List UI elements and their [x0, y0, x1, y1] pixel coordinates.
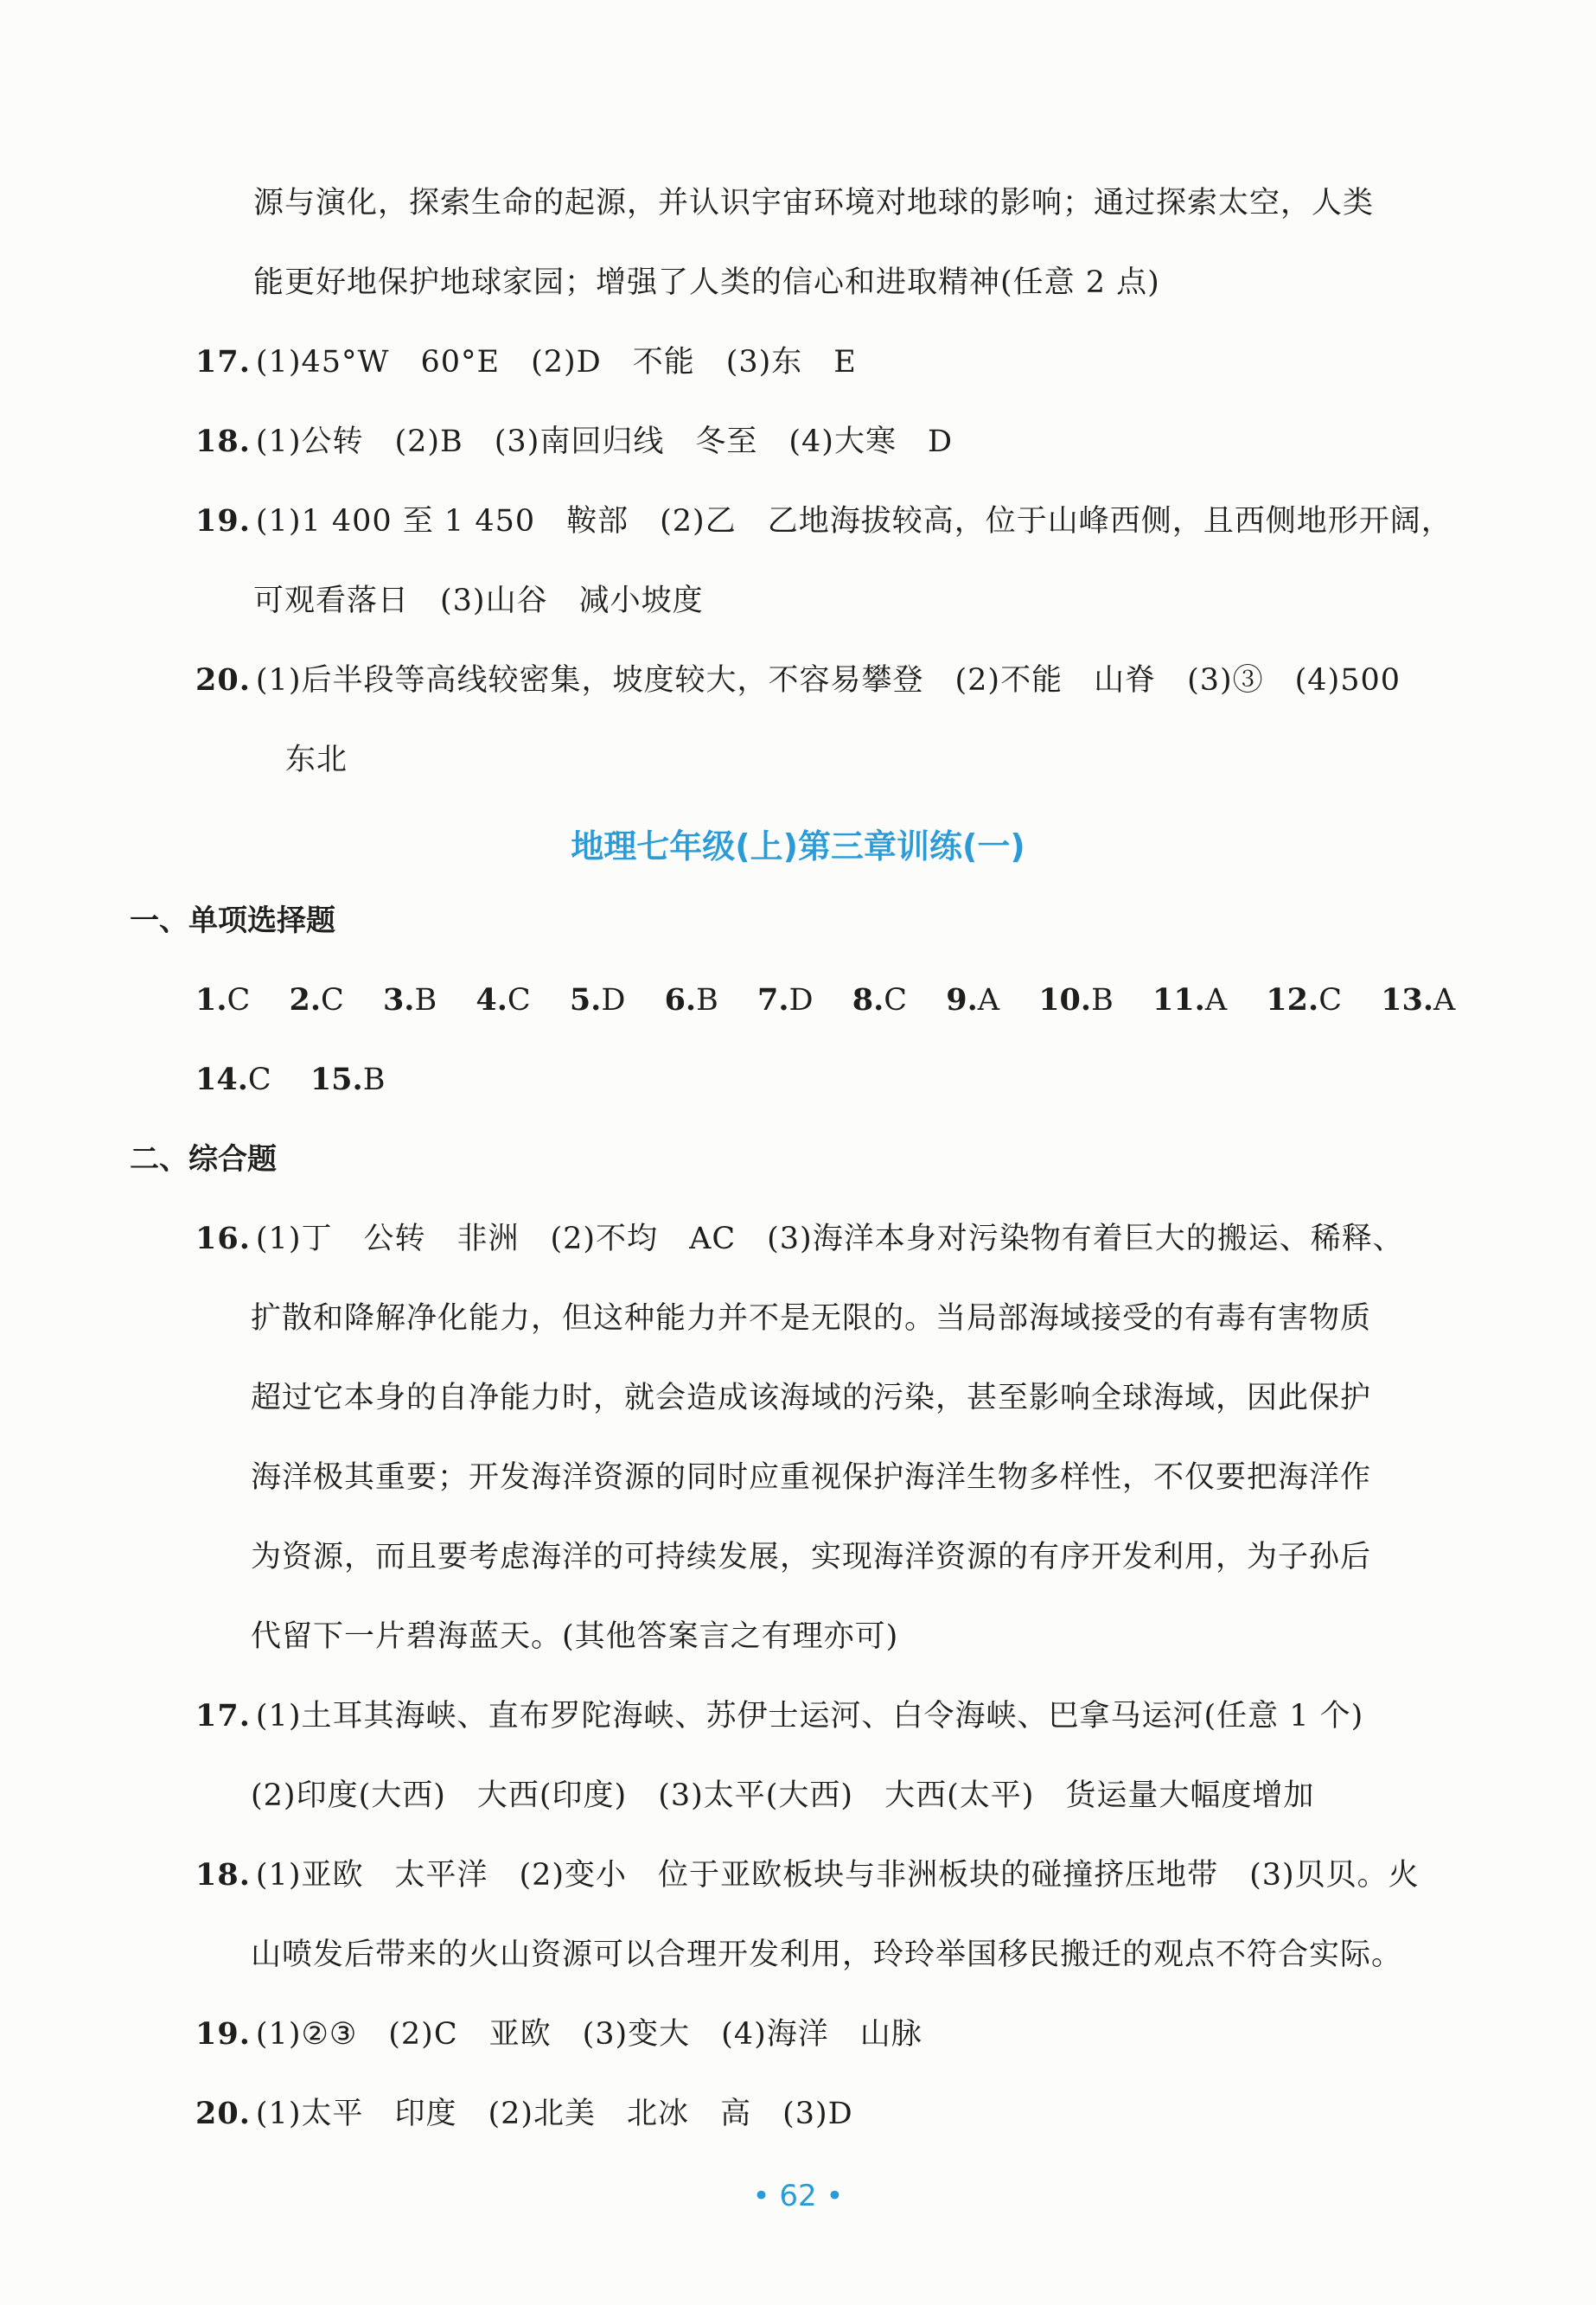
question-number: 20. — [195, 662, 251, 698]
question-number: 19. — [195, 2016, 251, 2052]
prev-question-19 — [195, 501, 1452, 541]
question-16-line-2: 扩散和降解净化能力，但这种能力并不是无限的。当局部海域接受的有毒有害物质 — [251, 1301, 1372, 1336]
question-18 — [195, 1855, 1420, 1895]
continuation-line-1: 源与演化，探索生命的起源，并认识宇宙环境对地球的影响；通过探索太空，人类 — [253, 186, 1375, 220]
question-answer: (1)土耳其海峡、直布罗陀海峡、苏伊士运河、白令海峡、巴拿马运河(任意 1 个) — [255, 1699, 1364, 1734]
section-heading-comprehensive: 二、综合题 — [130, 1142, 277, 1177]
question-number: 17. — [195, 344, 251, 380]
question-number: 18. — [195, 424, 251, 459]
mc-answer: 12.C — [1266, 982, 1342, 1018]
prev-question-19-cont: 可观看落日 (3)山谷 减小坡度 — [253, 584, 704, 618]
question-answer: (1)公转 (2)B (3)南回归线 冬至 (4)大寒 D — [255, 425, 953, 459]
question-answer: (1)45°W 60°E (2)D 不能 (3)东 E — [255, 345, 857, 380]
question-number: 20. — [195, 2096, 251, 2131]
question-16-line-6: 代留下一片碧海蓝天。(其他答案言之有理亦可) — [251, 1619, 899, 1654]
question-16-line-3: 超过它本身的自净能力时，就会造成该海域的污染，甚至影响全球海域，因此保护 — [251, 1381, 1372, 1415]
question-answer: (1)丁 公转 非洲 (2)不均 AC (3)海洋本身对污染物有着巨大的搬运、稀释、 — [255, 1222, 1404, 1256]
prev-question-18 — [195, 422, 953, 462]
question-16 — [195, 1219, 1404, 1259]
question-19 — [195, 2014, 922, 2054]
question-17-line-2: (2)印度(大西) 大西(印度) (3)太平(大西) 大西(太平) 货运量大幅度增加 — [251, 1778, 1315, 1813]
page-number: • 62 • — [752, 2179, 844, 2213]
question-16-line-4: 海洋极其重要；开发海洋资源的同时应重视保护海洋生物多样性，不仅要把海洋作 — [251, 1460, 1372, 1495]
mc-answer: 10.B — [1038, 982, 1114, 1018]
mc-answer: 14.C — [195, 1062, 271, 1097]
question-16-line-5: 为资源，而且要考虑海洋的可持续发展，实现海洋资源的有序开发利用，为子孙后 — [251, 1540, 1372, 1574]
mc-answer: 9.A — [946, 982, 1000, 1018]
question-answer: (1)②③ (2)C 亚欧 (3)变大 (4)海洋 山脉 — [255, 2017, 922, 2052]
question-number: 17. — [195, 1698, 251, 1734]
section-heading-multiple-choice: 一、单项选择题 — [130, 903, 335, 938]
question-answer: (1)后半段等高线较密集，坡度较大，不容易攀登 (2)不能 山脊 (3)③ (4)500 — [255, 663, 1401, 698]
question-20 — [195, 2094, 853, 2134]
question-number: 19. — [195, 503, 251, 539]
question-answer: (1)亚欧 太平洋 (2)变小 位于亚欧板块与非洲板块的碰撞挤压地带 (3)贝贝。火 — [255, 1858, 1420, 1893]
prev-question-20 — [195, 661, 1401, 700]
mc-answer: 1.C — [195, 982, 251, 1018]
mc-answers-row-1 — [195, 980, 1484, 1020]
question-number: 18. — [195, 1857, 251, 1893]
mc-answer: 13.A — [1381, 982, 1456, 1018]
mc-answers-row-2 — [195, 1060, 414, 1100]
mc-answer: 15.B — [310, 1062, 386, 1097]
mc-answer: 8.C — [852, 982, 908, 1018]
question-answer: (1)1 400 至 1 450 鞍部 (2)乙 乙地海拔较高，位于山峰西侧，且西侧地形开阔， — [255, 504, 1452, 539]
mc-answer: 5.D — [569, 982, 626, 1018]
mc-answer: 2.C — [289, 982, 344, 1018]
mc-answer: 3.B — [382, 982, 437, 1018]
chapter-title: 地理七年级(上)第三章训练(一) — [571, 827, 1025, 865]
mc-answer: 11.A — [1152, 982, 1228, 1018]
question-number: 16. — [195, 1221, 251, 1256]
question-answer: (1)太平 印度 (2)北美 北冰 高 (3)D — [255, 2097, 853, 2131]
continuation-line-2: 能更好地保护地球家园；增强了人类的信心和进取精神(任意 2 点) — [253, 265, 1160, 300]
question-18-line-2: 山喷发后带来的火山资源可以合理开发利用，玲玲举国移民搬迁的观点不符合实际。 — [251, 1938, 1403, 1972]
mc-answer: 4.C — [476, 982, 531, 1018]
mc-answer: 6.B — [664, 982, 718, 1018]
prev-question-20-cont: 东北 — [285, 743, 348, 777]
mc-answer: 7.D — [757, 982, 814, 1018]
question-17 — [195, 1696, 1363, 1736]
prev-question-17 — [195, 342, 857, 382]
